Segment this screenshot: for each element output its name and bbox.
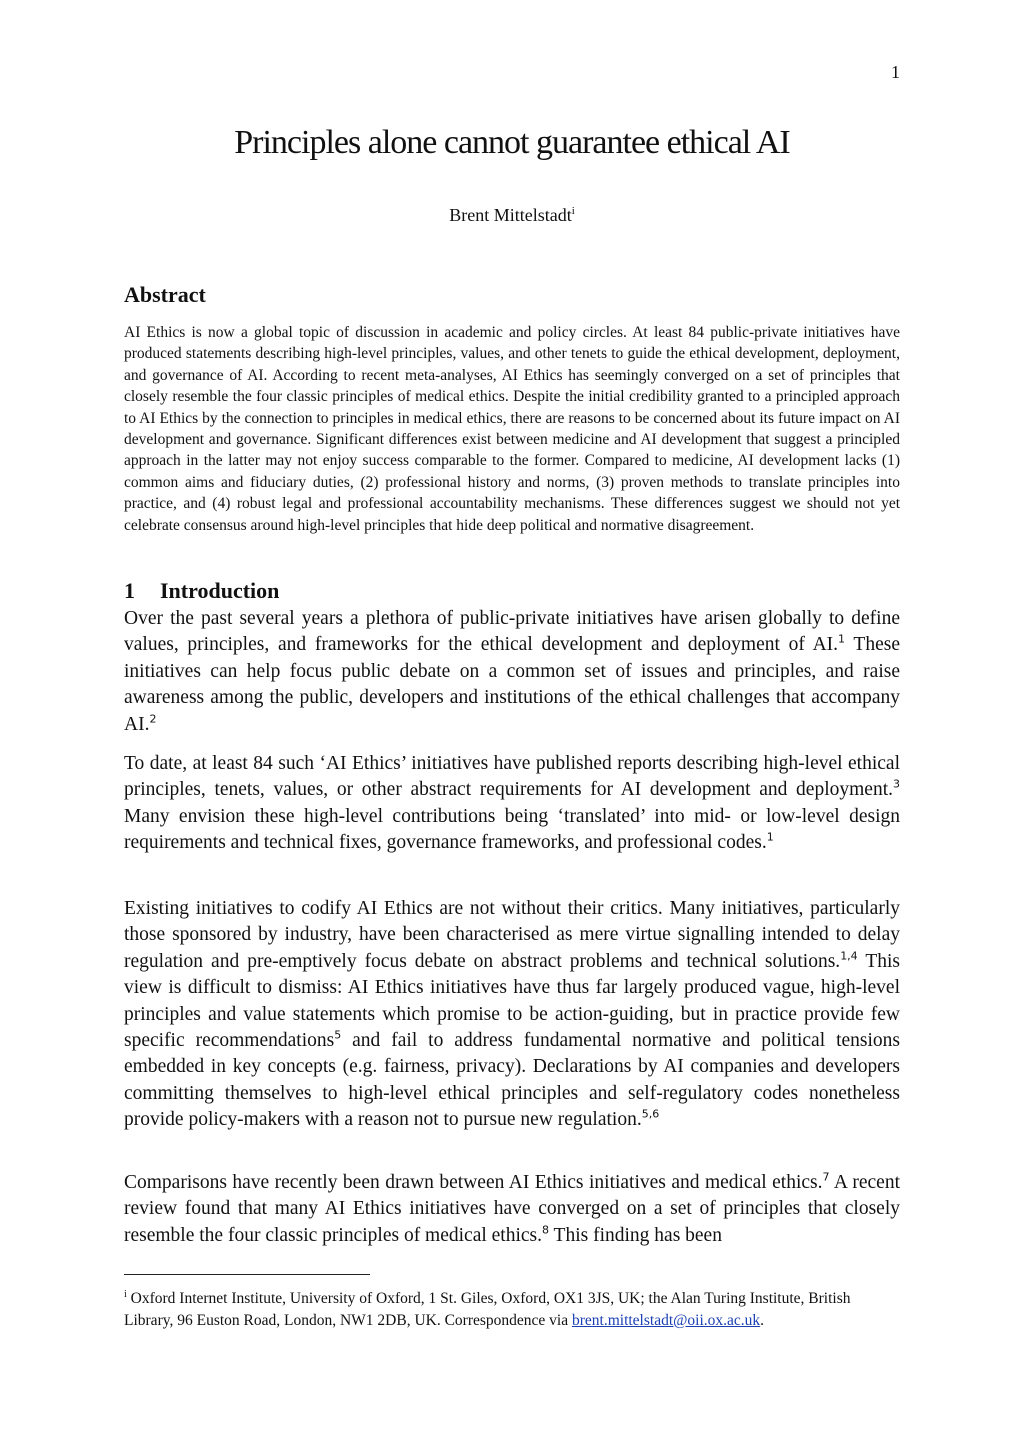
paragraph-text: and fail to address fundamental normative and political tensions embedded in key concepts (e.g. fairness, privacy). Declarations by AI companies and developers committing themselves to high-level ethical principles and self-regulatory codes nonetheless provide policy-makers with a reason not to pursue new regulation. bbox=[124, 1030, 900, 1131]
citation-ref[interactable]: 5,6 bbox=[641, 1107, 660, 1121]
footnote-text: Oxford Internet Institute, University of Oxford, 1 St. Giles, Oxford, OX1 3JS, UK; the Alan Turing Institute, British Library, 96 Euston Road, London, NW1 2DB, UK. Correspondence via bbox=[124, 1290, 851, 1329]
paragraph-text: This view is difficult to dismiss: AI Ethics initiatives have thus far largely produced vague, high-level principles and value statements which promise to be action-guiding, but in practice provide few specific recommendations bbox=[124, 950, 900, 1052]
citation-ref[interactable]: 5 bbox=[334, 1028, 342, 1042]
citation-ref[interactable]: 2 bbox=[149, 712, 157, 726]
intro-paragraph-4 bbox=[124, 1170, 900, 1249]
author-name: Brent Mittelstadt bbox=[449, 205, 572, 225]
intro-paragraph-1 bbox=[124, 606, 900, 738]
section-heading-introduction bbox=[124, 578, 279, 604]
citation-ref[interactable]: 1 bbox=[766, 830, 774, 844]
intro-paragraph-2 bbox=[124, 751, 900, 857]
paragraph-text: Comparisons have recently been drawn between AI Ethics initiatives and medical ethics. bbox=[124, 1172, 823, 1193]
intro-paragraph-3 bbox=[124, 896, 900, 1134]
footnote bbox=[124, 1284, 900, 1331]
citation-ref[interactable]: 1 bbox=[838, 632, 846, 646]
paragraph-text: This finding has been bbox=[549, 1224, 722, 1246]
abstract-text: AI Ethics is now a global topic of discussion in academic and policy circles. At least 84 public-private initiatives have produced statements describing high-level principles, values, and other tenets to guide the ethical development, deployment, and governance of AI. According to recent meta-analyses, AI Ethics has seemingly converged on a set of principles that closely resemble the four classic principles of medical ethics. Despite the initial credibility granted to a principled approach to AI Ethics by the connection to principles in medical ethics, there are reasons to be concerned about its future impact on AI development and governance. Significant differences exist between medicine and AI development that suggest a principled approach in the latter may not enjoy success comparable to the former. Compared to medicine, AI development lacks (1) common aims and fiduciary duties, (2) professional history and norms, (3) proven methods to translate principles into practice, and (4) robust legal and professional accountability mechanisms. These differences suggest we should not yet celebrate consensus around high-level principles that hide deep political and normative disagreement. bbox=[124, 324, 900, 534]
paragraph-text: Existing initiatives to codify AI Ethics are not without their critics. Many initiatives, particularly those sponsored by industry, have been characterised as mere virtue signalling intended to delay regulation and pre-emptively focus debate on abstract problems and technical solutions. bbox=[124, 898, 900, 972]
citation-ref[interactable]: 1,4 bbox=[840, 949, 858, 963]
paragraph-text: A recent review found that many AI Ethics initiatives have converged on a set of principles that closely resemble the four classic principles of medical ethics. bbox=[124, 1172, 901, 1246]
page-number: 1 bbox=[891, 62, 900, 82]
citation-ref[interactable]: 7 bbox=[822, 1170, 830, 1184]
paragraph-text: Many envision these high-level contributions being ‘translated’ into mid- or low-level design requirements and technical fixes, governance frameworks, and professional codes. bbox=[124, 805, 900, 854]
paragraph-text: Over the past several years a plethora of public-private initiatives have arisen globally to define values, principles, and frameworks for the ethical development and deployment of AI. bbox=[124, 608, 900, 656]
paper-title: Principles alone cannot guarantee ethical AI bbox=[234, 124, 790, 161]
correspondence-email-link[interactable]: brent.mittelstadt@oii.ox.ac.uk bbox=[571, 1311, 761, 1329]
author-line bbox=[0, 205, 1024, 226]
footnote-divider bbox=[124, 1274, 370, 1275]
citation-ref[interactable]: 3 bbox=[893, 777, 900, 791]
author-footnote-marker[interactable]: i bbox=[571, 205, 575, 217]
footnote-marker: i bbox=[124, 1289, 127, 1300]
paragraph-text: To date, at least 84 such ‘AI Ethics’ initiatives have published reports describing high-level ethical principles, tenets, values, or other abstract requirements for AI development and deployment. bbox=[124, 753, 900, 801]
section-title: Introduction bbox=[160, 578, 280, 603]
paragraph-text: These initiatives can help focus public debate on a common set of issues and principles, and raise awareness among the public, developers and institutions of the ethical challenges that accompany AI. bbox=[124, 634, 900, 735]
abstract-heading: Abstract bbox=[124, 282, 206, 307]
citation-ref[interactable]: 8 bbox=[542, 1223, 550, 1237]
footnote-end: . bbox=[760, 1311, 765, 1329]
section-number: 1 bbox=[124, 578, 135, 603]
